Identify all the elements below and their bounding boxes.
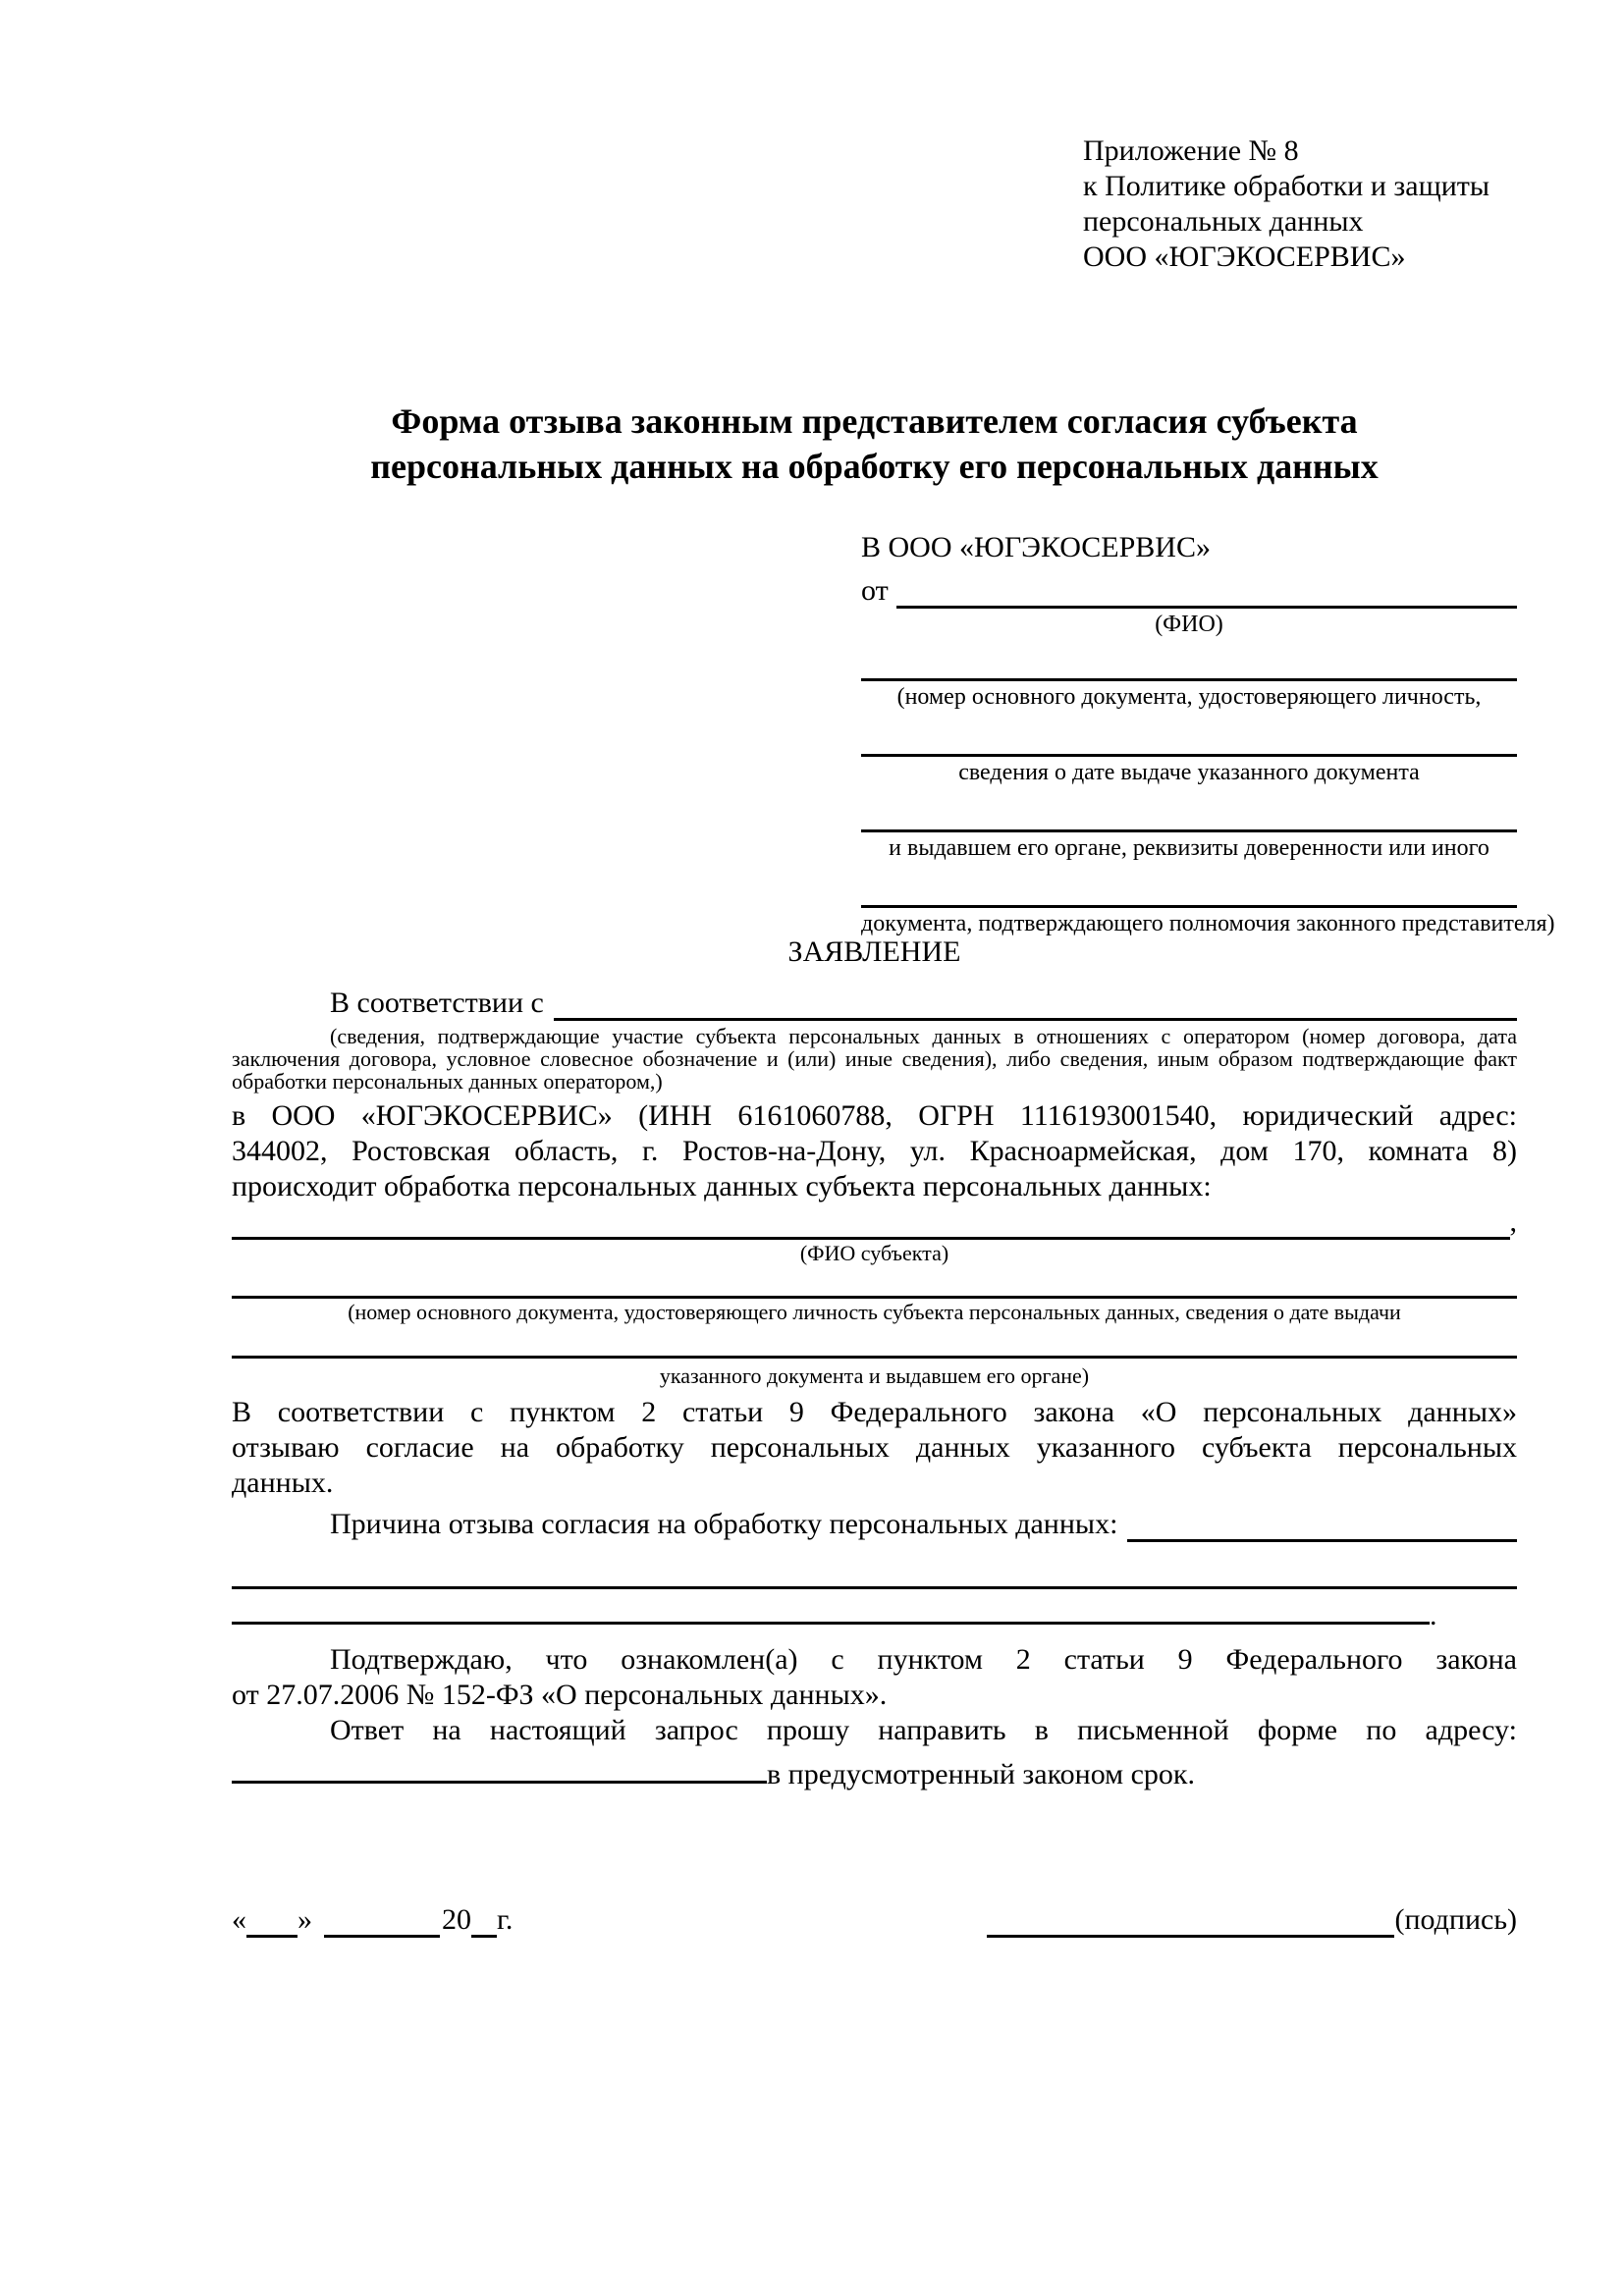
subject-doc-field-line-2[interactable] <box>232 1356 1517 1359</box>
doc-caption-3: и выдавшем его органе, реквизиты доверенности или иного <box>889 835 1489 861</box>
title-line-1: Форма отзыва законным представителем согласия субъекта <box>391 401 1358 441</box>
doc-caption-1: (номер основного документа, удостоверяющего личность, <box>896 684 1482 710</box>
confirm-line-2: от 27.07.2006 № 152-ФЗ «О персональных данных». <box>232 1679 888 1711</box>
reason-blank-line-2[interactable] <box>232 1589 1430 1625</box>
year-suffix: г. <box>497 1903 514 1936</box>
response-suffix: в предусмотренный законом срок. <box>767 1758 1195 1790</box>
response-row-2 <box>232 1748 1517 1790</box>
intro-note-line-1: (сведения, подтверждающие участие субъекта персональных данных в отношениях с оператором (номер договора, дата <box>330 1024 1517 1048</box>
address-field-line[interactable] <box>232 1748 767 1784</box>
addressee-block <box>861 530 1555 937</box>
doc-caption-4: документа, подтверждающего полномочия законного представителя) <box>861 911 1555 936</box>
appendix-policy-ref2: персональных данных <box>1083 205 1364 238</box>
doc-field-line-4[interactable] <box>861 905 1517 908</box>
withdrawal-line-2: отзываю согласие на обработку персональных данных указанного субъекта персональных <box>232 1431 1517 1464</box>
title-line-2: персональных данных на обработку его персональных данных <box>370 447 1379 486</box>
reason-label: Причина отзыва согласия на обработку персональных данных: <box>330 1508 1118 1540</box>
company-name: ООО «ЮГЭКОСЕРВИС» <box>1083 240 1406 273</box>
document-title <box>232 399 1517 489</box>
intro-note-line-3: обработки персональных данных оператором,) <box>232 1069 663 1094</box>
year-field-line[interactable] <box>471 1905 497 1938</box>
fio-field-line[interactable] <box>896 576 1517 609</box>
footer-row <box>232 1902 1517 1938</box>
confirm-line-1: Подтверждаю, что ознакомлен(а) с пунктом 2 статьи 9 Федерального закона <box>330 1643 1517 1676</box>
reason-period: . <box>1430 1599 1437 1631</box>
intro-label: В соответствии с <box>330 987 544 1019</box>
intro-note-line-2: заключения договора, условное словесное обозначение и (или) иные сведения), либо сведения, иным образом подтверждающие факт <box>232 1046 1517 1071</box>
reason-blank-row-2 <box>232 1589 1517 1631</box>
operator-line-3: происходит обработка персональных данных субъекта персональных данных: <box>232 1170 1212 1202</box>
month-field-line[interactable] <box>324 1905 440 1938</box>
subject-fio-field-line[interactable] <box>232 1204 1510 1240</box>
quote-close: » <box>298 1903 312 1936</box>
subject-fio-caption: (ФИО субъекта) <box>799 1241 949 1265</box>
signature-field-line[interactable] <box>987 1905 1394 1938</box>
fio-caption: (ФИО) <box>1155 612 1223 637</box>
from-label: от <box>861 574 889 607</box>
doc-field-line-3[interactable] <box>861 829 1517 832</box>
withdrawal-line-3: данных. <box>232 1467 334 1499</box>
statement-body <box>232 934 1517 1790</box>
doc-caption-2: сведения о дате выдаче указанного документа <box>958 760 1420 785</box>
intro-row <box>232 986 1517 1021</box>
year-prefix: 20 <box>442 1903 471 1936</box>
doc-field-line-1[interactable] <box>861 678 1517 681</box>
reason-row <box>232 1507 1517 1542</box>
doc-field-line-2[interactable] <box>861 754 1517 757</box>
operator-line-2: 344002, Ростовская область, г. Ростов-на-Дону, ул. Красноармейская, дом 170, комната 8) <box>232 1135 1517 1167</box>
subject-fio-comma: , <box>1509 1205 1517 1238</box>
appendix-number: Приложение № 8 <box>1083 134 1299 167</box>
confirm-paragraph <box>232 1642 1517 1713</box>
statement-heading: ЗАЯВЛЕНИЕ <box>787 935 961 968</box>
from-row <box>861 575 1517 609</box>
intro-note <box>232 1025 1517 1093</box>
operator-paragraph <box>232 1098 1517 1204</box>
signature-caption: (подпись) <box>1394 1903 1517 1936</box>
subject-doc-field-line-1[interactable] <box>232 1296 1517 1299</box>
appendix-header <box>1083 133 1489 275</box>
addressee-to: В ООО «ЮГЭКОСЕРВИС» <box>861 531 1211 563</box>
quote-open: « <box>232 1903 246 1936</box>
subject-fio-row <box>232 1204 1517 1240</box>
response-paragraph <box>232 1713 1517 1790</box>
appendix-policy-ref: к Политике обработки и защиты <box>1083 170 1490 202</box>
subject-doc-caption-1: (номер основного документа, удостоверяющего личность субъекта персональных данных, сведения о дате выдачи <box>348 1300 1401 1324</box>
date-group <box>232 1902 513 1938</box>
reason-field-line[interactable] <box>1127 1507 1517 1542</box>
withdrawal-paragraph <box>232 1395 1517 1501</box>
subject-doc-caption-2: указанного документа и выдавшем его органе) <box>659 1363 1090 1388</box>
response-line-1: Ответ на настоящий запрос прошу направить в письменной форме по адресу: <box>330 1714 1517 1746</box>
signature-group <box>987 1902 1517 1938</box>
basis-field-line[interactable] <box>554 986 1517 1021</box>
day-field-line[interactable] <box>246 1905 298 1938</box>
operator-line-1: в ООО «ЮГЭКОСЕРВИС» (ИНН 6161060788, ОГРН 1116193001540, юридический адрес: <box>232 1099 1517 1132</box>
withdrawal-line-1: В соответствии с пунктом 2 статьи 9 Федерального закона «О персональных данных» <box>232 1396 1517 1428</box>
